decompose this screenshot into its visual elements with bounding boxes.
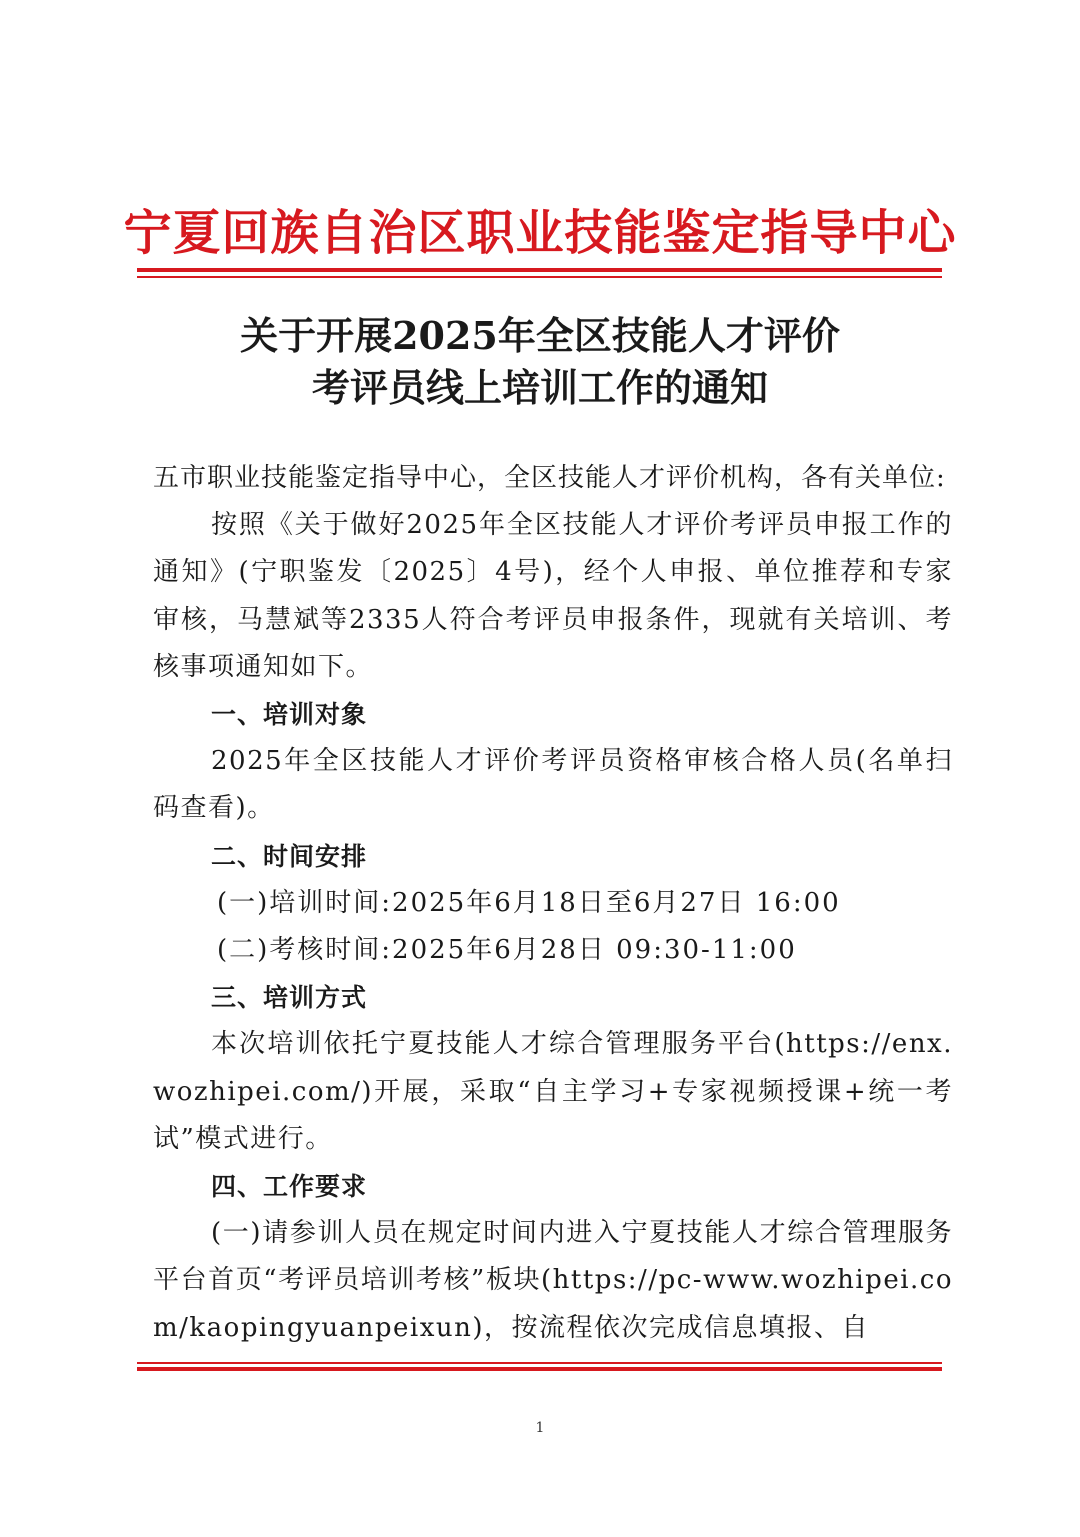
section-content-1: 2025年全区技能人才评价考评员资格审核合格人员(名单扫码查看)。 (153, 746, 953, 824)
header-rule-thin (137, 276, 942, 278)
document-title-line1: 关于开展2025年全区技能人才评价 (240, 313, 840, 358)
section-content-3: 本次培训依托宁夏技能人才综合管理服务平台(https://enx.wozhipei.com/)开展，采取“自主学习+专家视频授课+统一考试”模式进行。 (153, 1029, 953, 1154)
issuing-organization-header: 宁夏回族自治区职业技能鉴定指导中心 (123, 205, 957, 261)
document-body (153, 455, 953, 1352)
footer-rule-thin (137, 1362, 942, 1364)
section-content-4: (一)请参训人员在规定时间内进入宁夏技能人才综合管理服务平台首页“考评员培训考核”板块(https://pc-www.wozhipei.com/kaopingyuanpeixun)，按流程依次完成信息填报、自 (153, 1218, 953, 1343)
salutation: 五市职业技能鉴定指导中心，全区技能人才评价机构，各有关单位: (153, 463, 946, 493)
schedule-item-exam: (二)考核时间:2025年6月28日 09:30-11:00 (217, 935, 797, 966)
header-rule-thick (137, 268, 942, 272)
footer-rule-thick (137, 1367, 942, 1371)
page-number: 1 (535, 1420, 545, 1436)
section-heading-3: 三、培训方式 (211, 983, 368, 1013)
schedule-item-training: (一)培训时间:2025年6月18日至6月27日 16:00 (217, 887, 841, 918)
document-title (0, 310, 1080, 414)
intro-paragraph: 按照《关于做好2025年全区技能人才评价考评员申报工作的通知》(宁职鉴发〔2025〕4号)，经个人申报、单位推荐和专家审核，马慧斌等2335人符合考评员申报条件，现就有关培训、考核事项通知如下。 (153, 510, 953, 682)
section-heading-4: 四、工作要求 (211, 1172, 368, 1202)
section-heading-1: 一、培训对象 (211, 700, 368, 730)
document-title-line2: 考评员线上培训工作的通知 (311, 365, 768, 410)
section-heading-2: 二、时间安排 (211, 841, 368, 871)
